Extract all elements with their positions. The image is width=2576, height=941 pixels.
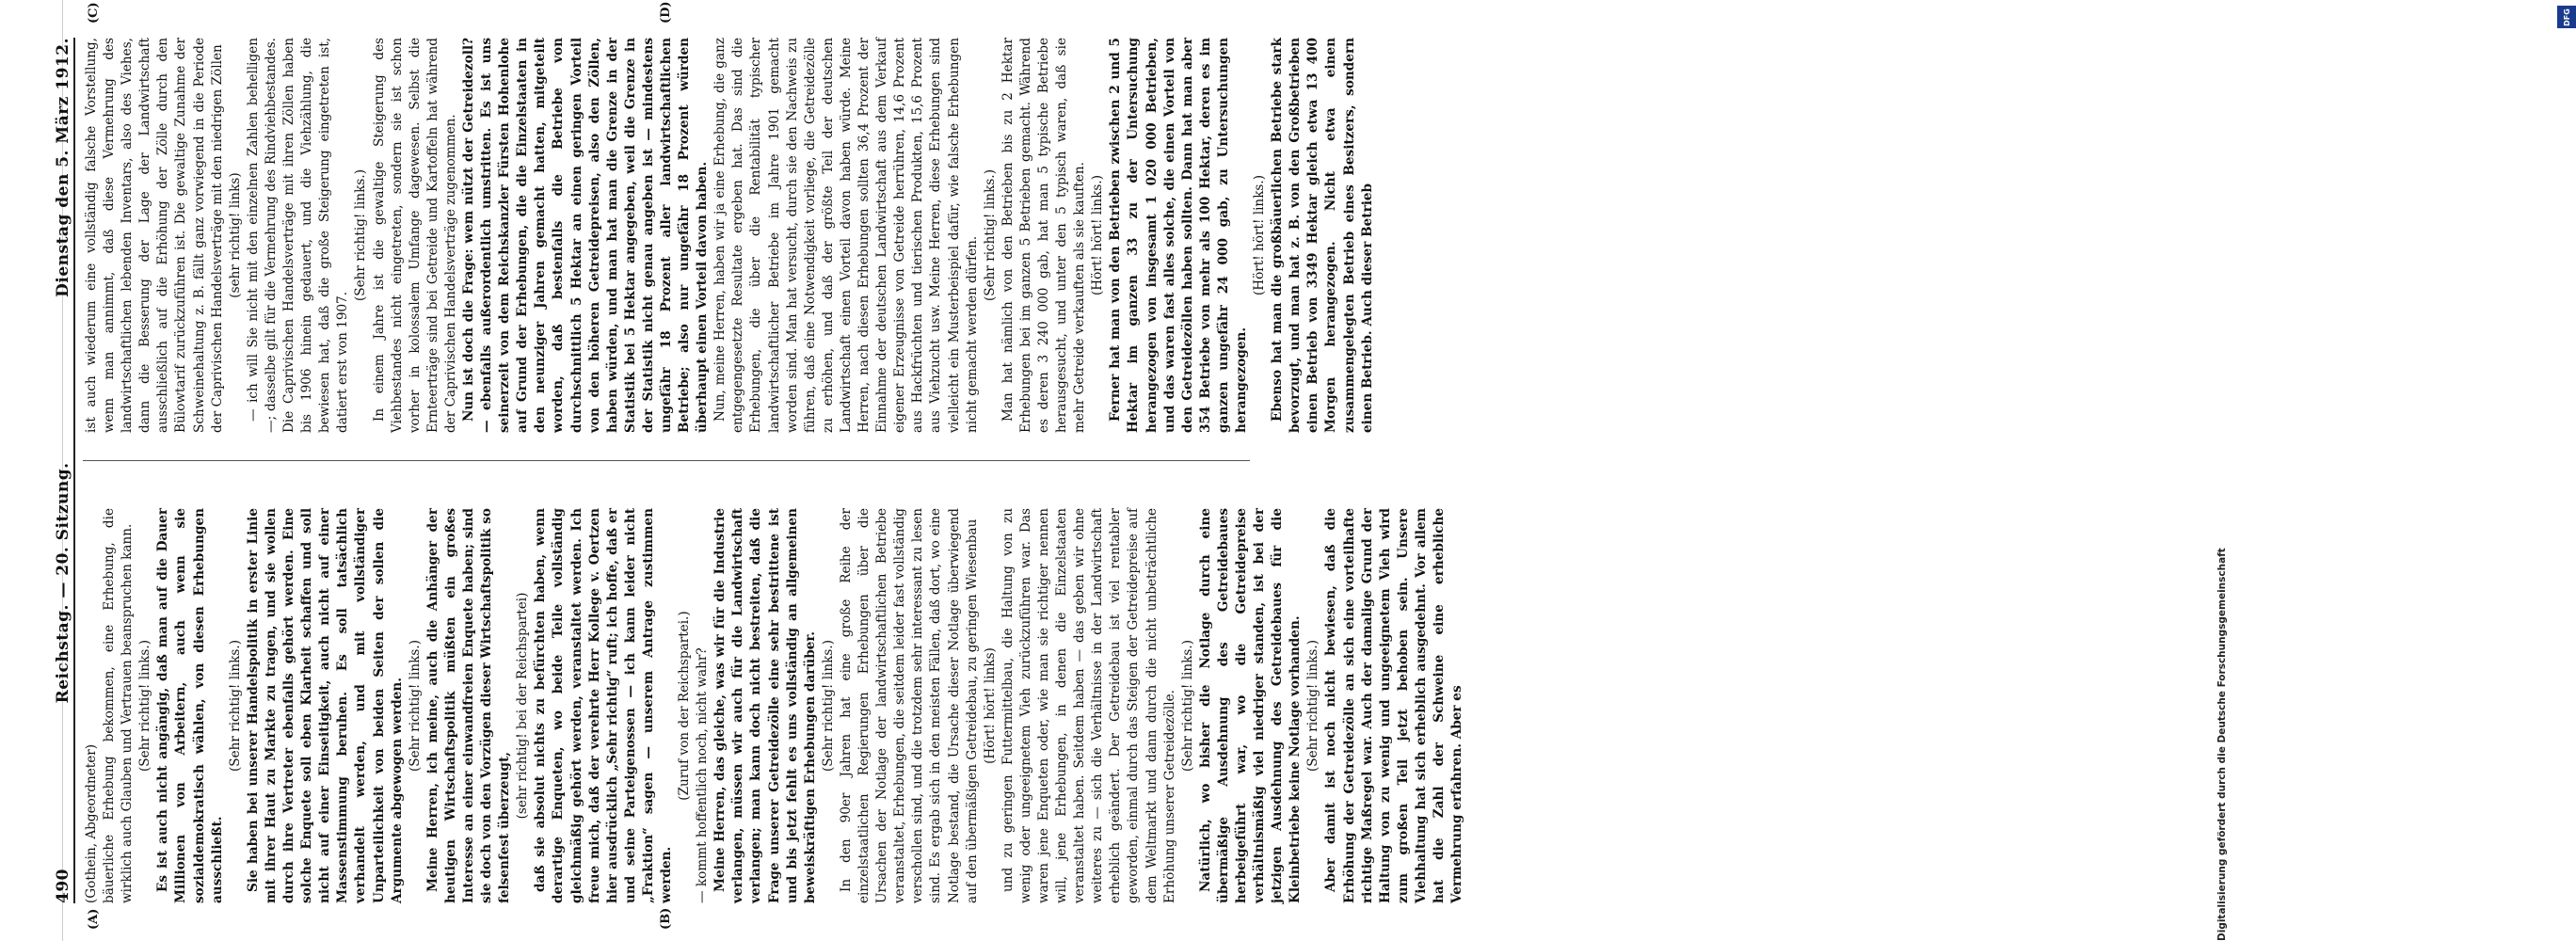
page-number: 490	[54, 869, 72, 903]
margin-marker-c: (C)	[87, 2, 101, 24]
paragraph: Ferner hat man von den Betrieben zwischen 2 und 5 Hektar im ganzen 33 zu der Untersuchung herangezogen von insgesamt 1 020 000 Betrieben, und das waren fast alles solche, die einen Vorteil von den Getreidezöllen haben sollten. Dann hat man aber 354 Betriebe von mehr als 100 Hektar, deren es im ganzen ungefähr 24 000 gab, zu Untersuchungen herangezogen.	[1108, 38, 1249, 433]
paragraph: (Gothein, Abgeordneter)	[84, 743, 99, 903]
interjection: (Sehr richtig! links.)	[353, 168, 369, 302]
interjection: (Hört! hört! links)	[982, 647, 998, 764]
interjection: (Hört! hört! links.)	[1090, 174, 1106, 296]
interjection: (Sehr richtig! links.)	[407, 639, 423, 773]
paragraph: Ebenso hat man die großbäuerlichen Betriebe stark bevorzugt, und man hat z. B. von den Großbetrieben einen Betrieb von 3349 Hektar gleich etwa 13 400 Morgen herangezogen. Nicht etwa einen zusammengelegten Betrieb eines Besitzers, sondern einen Betrieb. Auch dieser Betrieb	[1270, 38, 1375, 433]
margin-marker-a: (A)	[87, 908, 101, 930]
session-date: Dienstag den 5. März 1912.	[54, 38, 72, 297]
interjection: (Sehr richtig! links.)	[1305, 639, 1321, 773]
interjection: (Sehr richtig! links.)	[227, 639, 243, 773]
paragraph: Nun ist doch die Frage: wem nützt der Getreidezoll? — ebenfalls außerordentlich umstritten. Es ist uns seinerzeit von dem Reichskanzler Fürsten Hohenlohe auf Grund der Erhebungen, die die Einzelstaaten in den neunziger Jahren gemacht hatten, mitgeteilt worden, daß bestenfalls die Betriebe von durchschnittlich 5 Hektar an einen geringen Vorteil von den höheren Getreidepreisen, also den Zöllen, haben würden, und man hat man die Grenze in der Statistik bei 5 Hektar angegeben, weil die Grenze in der Statistik nicht genau angeben ist — mindestens ungefähr 18 Prozent aller landwirtschaftlichen Betriebe; also nur ungefähr 18 Prozent würden überhaupt einen Vorteil davon haben.	[460, 38, 711, 433]
paragraph: — kommt hoffentlich noch, nicht wahr?	[695, 647, 711, 903]
paragraph: In den 90er Jahren hat eine große Reihe der einzelstaatlichen Regierungen Erhebungen über die Ursachen der Notlage der landwirtschaftlichen Betriebe veranstaltet, Erhebungen, die seitdem leider fast vollständig verschollen sind, und die trotzdem sehr interessant zu lesen sind. Es ergab sich in den meisten Fällen, daß dort, wo eine Notlage bestand, die Ursache dieser Notlage überwiegend auf den übermäßigen Getreidebau, zu geringen Wiesenbau	[838, 508, 980, 903]
interjection: (Sehr richtig! links.)	[982, 168, 998, 302]
dfg-logo: DFG	[2557, 6, 2576, 28]
paragraph: Nun, meine Herren, haben wir ja eine Erhebung, die ganz entgegengesetzte Resultate ergeben hat. Das sind die Erhebungen, die über die Rentabilität typischer landwirtschaftlicher Betriebe im Jahre 1901 gemacht worden sind. Man hat versucht, durch sie den Nachweis zu führen, daß eine Notwendigkeit vorliege, die Getreidezölle zu erhöhen, und daß der größte Teil der deutschen Landwirtschaft einen Vorteil davon haben würde. Meine Herren, nach diesen Erhebungen sollten 36,4 Prozent der Einnahme der deutschen Landwirtschaft aus dem Verkauf eigener Erzeugnisse von Getreide herrühren, 14,6 Prozent aus Hackfrüchten und tierischen Produkten, 15,6 Prozent aus Viehzucht usw. Meine Herren, diese Erhebungen sind vielleicht ein Musterbeispiel dafür, wie falsche Erhebungen nicht gemacht werden dürfen.	[712, 38, 980, 433]
paragraph: Es ist auch nicht angängig, daß man auf die Dauer Millionen von Arbeitern, auch wenn sie sozialdemokratisch wählen, von diesen Erhebungen ausschließt.	[155, 508, 225, 903]
paragraph: Natürlich, wo bisher die Notlage durch eine übermäßige Ausdehnung des Getreidebaues herbeigeführt war, wo die Getreidepreise verhältnismäßig viel niedriger standen, ist bei der jetzigen Ausdehnung des Getreidebaues für die Kleinbetriebe keine Notlage vorhanden.	[1197, 508, 1304, 903]
interjection: (Zuruf von der Reichspartei.)	[677, 611, 693, 801]
paragraph: und zu geringen Futtermittelbau, die Haltung von zu wenig oder ungeeignetem Vieh zurückzuführen war. Das waren jene Enqueten oder, wie man sie richtiger nennen will, jene Erhebungen, in denen die Einzelstaaten veranstaltet haben. Seitdem haben — das geben wir ohne weiteres zu — sich die Verhältnisse in der Landwirtschaft erheblich geändert. Der Getreidebau ist viel rentabler geworden, einmal durch das Steigen der Getreidepreise auf dem Weltmarkt und dann durch die nicht unbeträchtliche Erhöhung unserer Getreidezölle.	[1000, 508, 1177, 903]
paragraph: Sie haben bei unserer Handelspolitik in erster Linie mit ihrer Haut zu Markte zu tragen, und sie wollen durch ihre Vertreter ebenfalls gehört werden. Eine solche Enquete soll eben Klarheit schaffen und soll nicht auf einer Einseitigkeit, auch nicht auf einer Massenstimmung beruhen. Es soll tatsächlich verhandelt werden, und mit vollständiger Unparteilichkeit von beiden Seiten der sollen die Argumente abgewogen werden.	[245, 508, 405, 903]
interjection: (Sehr richtig! links.)	[137, 639, 153, 773]
paragraph: ist auch wiederum eine vollständig falsche Vorstellung, wenn man annimmt, daß diese Vermehrung des landwirtschaftlichen lebenden Inventars, also des Viehes, dann die Besserung der Lage der Landwirtschaft ausschließlich auf die Erhöhung der Zölle durch den Bülowtarif zurückzuführen ist. Die gewaltige Zunahme der Schweinehaltung z. B. fällt ganz vorwiegend in die Periode der Caprivischen Handelsverträge mit den niedrigen Zöllen	[84, 38, 225, 433]
paragraph: daß sie absolut nichts zu befürchten haben, wenn derartige Enqueten, wo beide Teile vollständig gleichmäßig gehört werden, veranstaltet werden. Ich freue mich, daß der verehrte Herr Kollege v. Oertzen hier ausdrücklich „Sehr richtig“ ruft; ich hoffe, daß er und seine Parteigenossen — ich kann leider nicht „Fraktion“ sagen — unserem Antrage zustimmen werden.	[533, 508, 674, 903]
right-text-column	[83, 38, 1375, 433]
session-title: Reichstag. — 20. Sitzung.	[54, 462, 72, 704]
margin-marker-b: (B)	[659, 907, 673, 930]
left-text-column	[83, 508, 1465, 903]
paragraph: In einem Jahre ist die gewaltige Steigerung des Viehbestandes nicht eingetreten, sondern sie ist schon vorher in kolossalem Umfange dagewesen. Selbst die Ernteerträge sind bei Getreide und Kartoffeln hat während der Caprivischen Handelsverträge zugenommen.	[371, 38, 458, 433]
paragraph: Aber damit ist noch nicht bewiesen, daß die Erhöhung der Getreidezölle an sich eine vorteilhafte richtige Maßregel war. Auch der damalige Grund der Haltung von zu wenig und ungeeignetem Vieh wird zum großen Teil jetzt behoben sein. Unsere Viehhaltung hat sich erheblich ausgedehnt. Vor allem hat die Zahl der Schweine eine erhebliche Vermehrung erfahren. Aber es	[1323, 508, 1465, 903]
header-rule	[73, 38, 75, 903]
paragraph: Meine Herren, ich meine, auch die Anhänger der heutigen Wirtschaftspolitik müßten ein großes Interesse an einer einwandfreien Enquete haben; sind sie doch von den Vorzügen dieser Wirtschaftspolitik so felsenfest überzeugt,	[424, 508, 513, 903]
paragraph: Meine Herren, das gleiche, was wir für die Industrie verlangen, müssen wir auch für die Landwirtschaft verlangen; man kann doch nicht bestreiten, daß die Frage unserer Getreidezölle eine sehr bestrittene ist und bis jetzt fehlt es uns vollständig an allgemeinen beweiskräftigen Erhebungen darüber.	[712, 508, 818, 903]
interjection: (Sehr richtig! links.)	[820, 639, 836, 773]
interjection: (sehr richtig! links)	[227, 172, 243, 298]
interjection: (sehr richtig! bei der Reichspartei)	[515, 592, 531, 820]
paragraph: — ich will Sie nicht mit den einzelnen Zahlen behelligen —; dasselbe gilt für die Vermehrung des Rindviehbestandes. Die Caprivischen Handelsverträge mit ihren Zöllen haben bis 1906 hinein gedauert, und die Viehzählung, die bewiesen hat, daß die große Steigerung eingetreten ist, datiert erst von 1907.	[245, 38, 351, 433]
page-header	[52, 38, 72, 903]
digitization-credit: Digitalisierung gefördert durch die Deutsche Forschungsgemeinschaft	[2216, 548, 2228, 941]
column-divider	[83, 460, 1250, 461]
interjection: (Hört! hört! links.)	[1252, 174, 1268, 296]
paragraph: Man hat nämlich von den Betrieben bis zu 2 Hektar Erhebungen bei im ganzen 5 Betrieben gemacht. Während es deren 3 240 000 gab, hat man 5 typische Betriebe herausgesucht, und unter den 5 typisch waren, daß sie mehr Getreide verkauften als sie kauften.	[1000, 38, 1088, 433]
interjection: (Sehr richtig! links.)	[1179, 639, 1195, 773]
margin-marker-d: (D)	[659, 1, 673, 24]
paragraph: bäuerliche Erhebung bekommen, eine Erhebung, die wirklich auch Glauben und Vertrauen beanspruchen kann.	[102, 508, 136, 903]
